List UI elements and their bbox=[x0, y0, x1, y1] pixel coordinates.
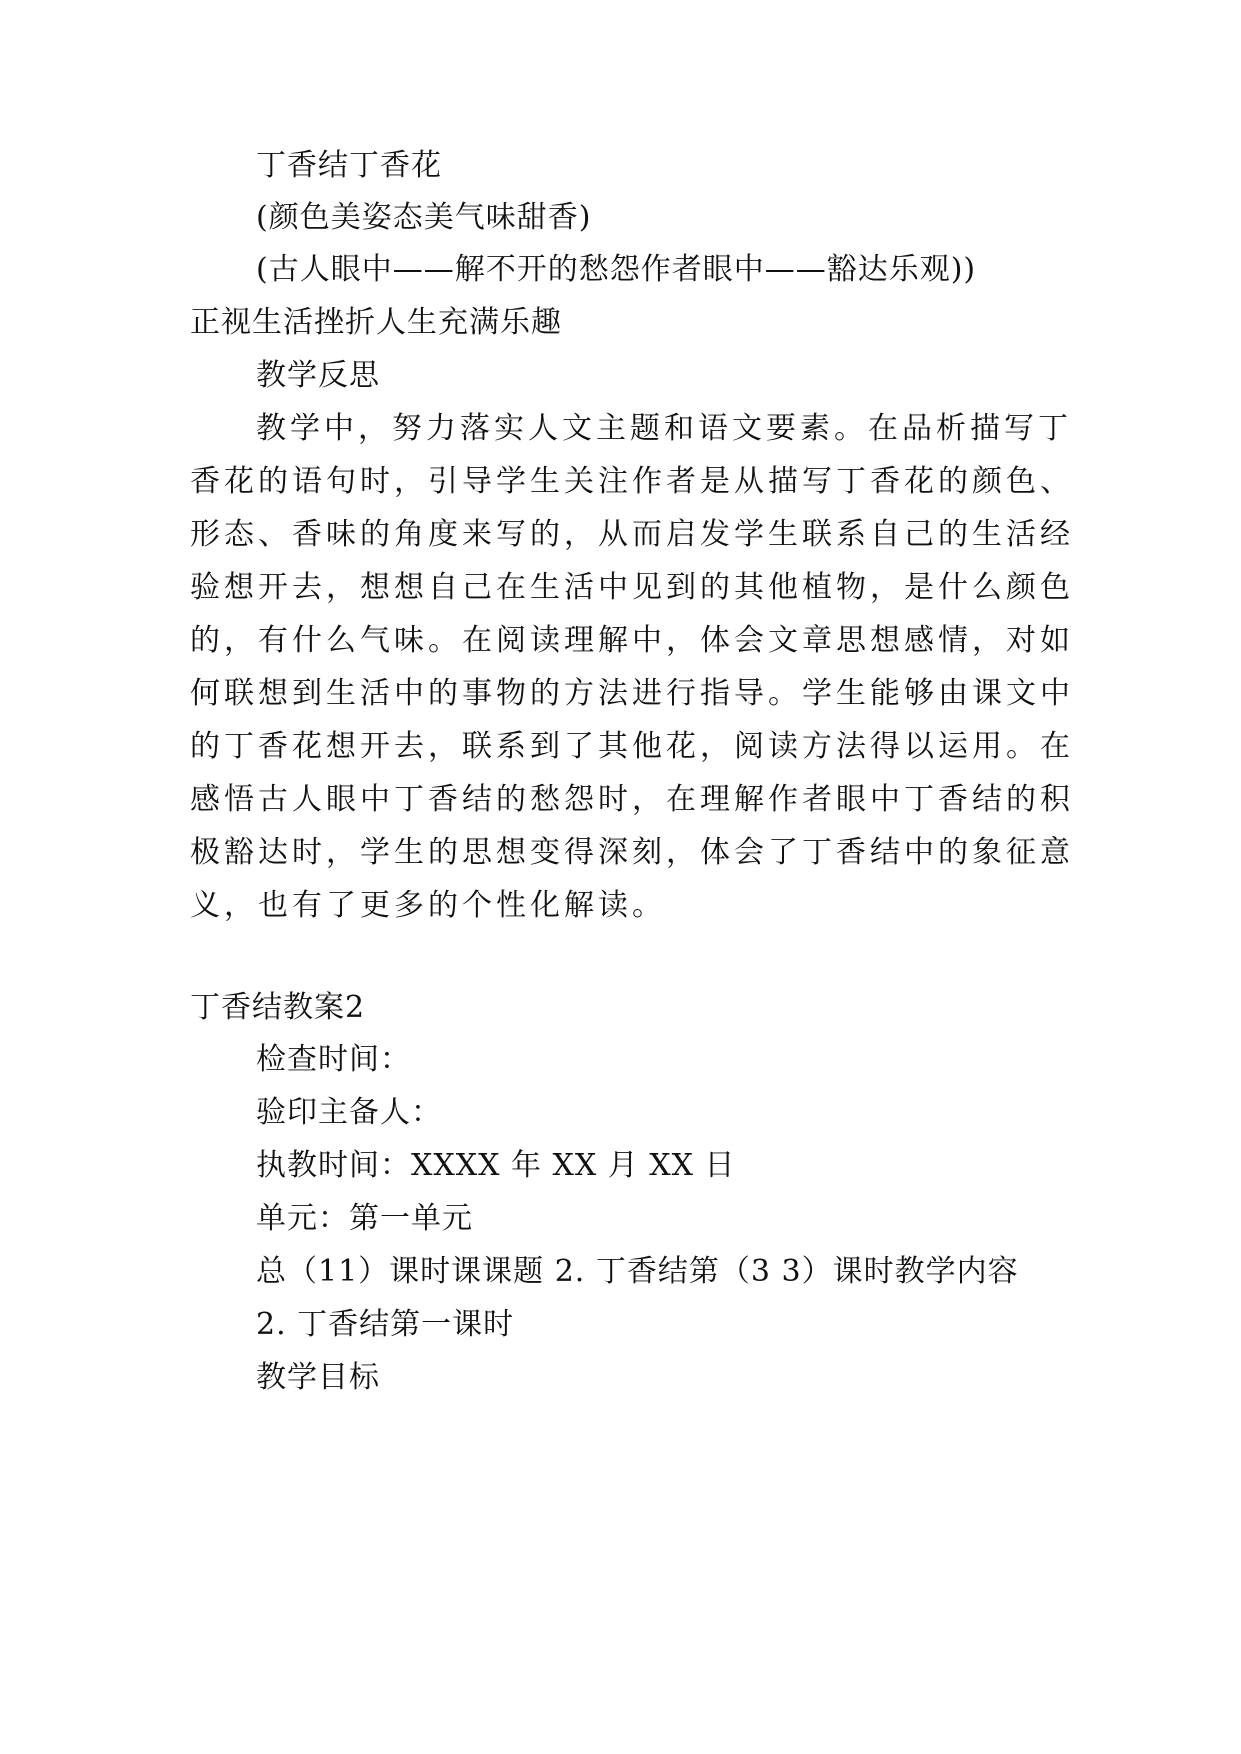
reflection-line-5: 的，有什么气味。在阅读理解中，体会文章思想感情，对如 bbox=[190, 623, 1074, 658]
line-views-contrast: (古人眼中——解不开的愁怨作者眼中——豁达乐观)) bbox=[256, 252, 977, 287]
teach-time-label: 执教时间：XXXX 年 XX 月 XX 日 bbox=[256, 1148, 736, 1183]
reflection-line-10: 义，也有了更多的个性化解读。 bbox=[190, 888, 666, 923]
check-time-label: 检查时间： bbox=[256, 1042, 411, 1077]
line-flower-traits: (颜色美姿态美气味甜香) bbox=[256, 200, 592, 235]
lesson-plan-heading: 丁香结教案2 bbox=[190, 990, 366, 1025]
objectives-heading: 教学目标 bbox=[256, 1360, 380, 1395]
reflection-line-4: 验想开去，想想自己在生活中见到的其他植物，是什么颜色 bbox=[190, 570, 1074, 605]
lesson-content-line: 2. 丁香结第一课时 bbox=[256, 1307, 515, 1342]
lesson-info-line: 总（11）课时课课题 2. 丁香结第（3 3）课时教学内容 bbox=[256, 1254, 1019, 1289]
reflection-line-6: 何联想到生活中的事物的方法进行指导。学生能够由课文中 bbox=[190, 676, 1074, 711]
line-life-attitude: 正视生活挫折人生充满乐趣 bbox=[190, 305, 562, 340]
line-heading-clove: 丁香结丁香花 bbox=[256, 148, 442, 183]
reflection-line-3: 形态、香味的角度来写的，从而启发学生联系自己的生活经 bbox=[190, 517, 1074, 552]
reflection-line-7: 的丁香花想开去，联系到了其他花，阅读方法得以运用。在 bbox=[190, 729, 1074, 764]
verifier-label: 验印主备人： bbox=[256, 1095, 442, 1130]
reflection-line-2: 香花的语句时，引导学生关注作者是从描写丁香花的颜色、 bbox=[190, 464, 1074, 499]
unit-label: 单元：第一单元 bbox=[256, 1201, 473, 1236]
reflection-line-8: 感悟古人眼中丁香结的愁怨时，在理解作者眼中丁香结的积 bbox=[190, 782, 1074, 817]
reflection-title: 教学反思 bbox=[256, 358, 380, 393]
reflection-line-1: 教学中，努力落实人文主题和语文要素。在品析描写丁 bbox=[256, 411, 1072, 446]
reflection-line-9: 极豁达时，学生的思想变得深刻，体会了丁香结中的象征意 bbox=[190, 835, 1074, 870]
